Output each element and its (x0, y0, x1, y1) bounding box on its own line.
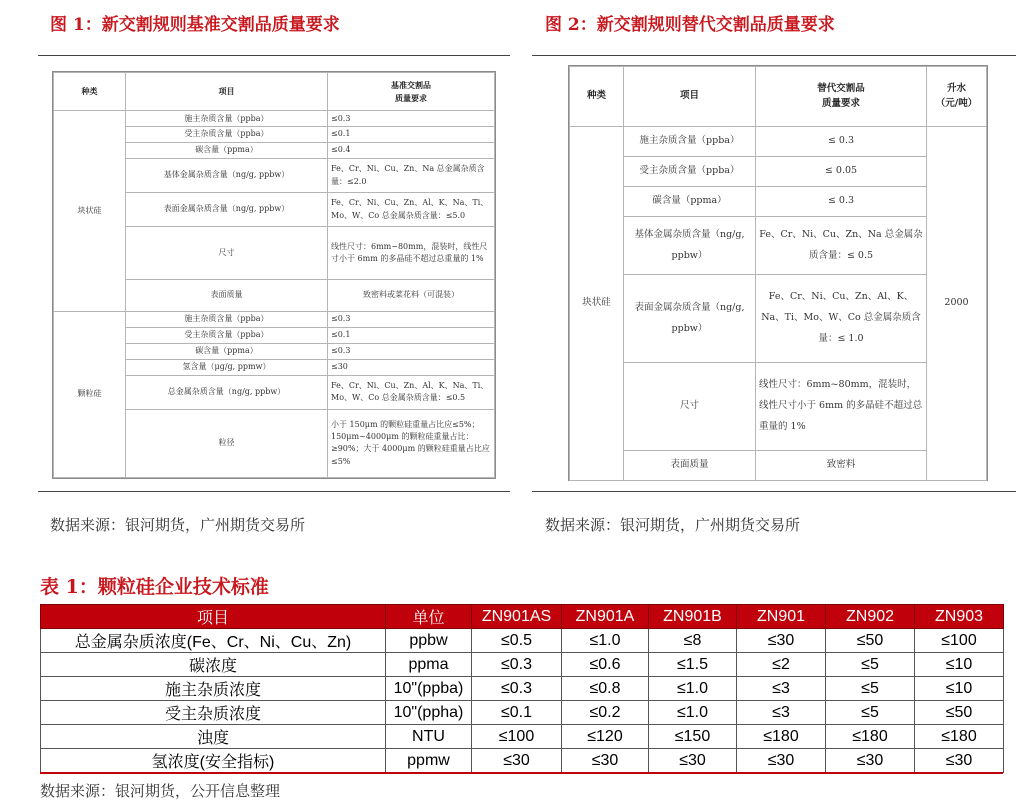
table1-header-zn901a: ZN901A (562, 605, 649, 629)
table1-cell: ≤30 (915, 749, 1004, 773)
table1-cell: ≤5 (826, 677, 915, 701)
table-row (41, 725, 1004, 749)
figure1-req: ≤30 (328, 359, 495, 375)
figure1-item: 碳含量（ppma） (126, 344, 328, 360)
table1-cell: ≤0.1 (472, 701, 562, 725)
figure2-item: 表面质量 (624, 451, 756, 481)
figure2-req: ≤ 0.05 (756, 157, 927, 187)
table1-header-zn901: ZN901 (737, 605, 826, 629)
table1-cell: ≤1.0 (649, 701, 737, 725)
figure1-item: 粒径 (126, 409, 328, 477)
table-row (41, 749, 1004, 773)
figure1-item: 表面质量 (126, 280, 328, 312)
figure1-header-req-line1: 基准交割品 (391, 80, 431, 91)
figure1-req: ≤0.3 (328, 312, 495, 328)
table1-cell: ppmw (386, 749, 472, 773)
table1-cell: ≤0.3 (472, 653, 562, 677)
figure1-item: 氢含量（μg/g, ppmw） (126, 359, 328, 375)
figure2-item: 基体金属杂质含量（ng/g, ppbw） (624, 217, 756, 275)
table1-header-item: 项目 (41, 605, 386, 629)
table1-cell: ≤2 (737, 653, 826, 677)
figure2-table-image (568, 65, 988, 481)
table1-bottom-rule (40, 772, 1003, 774)
figure1-header-item: 项目 (126, 73, 328, 111)
table1-cell: 10"(ppha) (386, 701, 472, 725)
table1-cell: 氢浓度(安全指标) (41, 749, 386, 773)
figure1-item: 表面金属杂质含量（ng/g, ppbw） (126, 193, 328, 227)
table1-cell: ≤5 (826, 653, 915, 677)
figure2-row (570, 187, 987, 217)
table1-header-unit: 单位 (386, 605, 472, 629)
table1-cell: ≤150 (649, 725, 737, 749)
figure2-row (570, 275, 987, 363)
table1-cell: 受主杂质浓度 (41, 701, 386, 725)
table-row (41, 701, 1004, 725)
table1-cell: ≤100 (472, 725, 562, 749)
figure1-item: 碳含量（ppma） (126, 143, 328, 159)
table1-cell: ≤180 (737, 725, 826, 749)
table1-cell: ≤10 (915, 677, 1004, 701)
figure1-item: 施主杂质含量（ppba） (126, 312, 328, 328)
table1-header-zn903: ZN903 (915, 605, 1004, 629)
table-row (41, 653, 1004, 677)
figure1-title: 图 1：新交割规则基准交割品质量要求 (50, 15, 340, 35)
figure2-row (570, 451, 987, 481)
figure2-bottom-rule (532, 491, 1016, 492)
table1-header-row (41, 605, 1004, 629)
figure2-header-req-line1: 替代交割品 (817, 82, 865, 94)
table1-cell: ≤100 (915, 629, 1004, 653)
figure2-req: ≤ 0.3 (756, 187, 927, 217)
figure2-row (570, 217, 987, 275)
figure2-item: 施主杂质含量（ppba） (624, 127, 756, 157)
figure1-item: 受主杂质含量（ppba） (126, 328, 328, 344)
figure1-req: ≤0.1 (328, 328, 495, 344)
figure1-header-req (328, 73, 495, 111)
table1-cell: 施主杂质浓度 (41, 677, 386, 701)
figure1-header-row (54, 73, 495, 111)
table1-header-zn901as: ZN901AS (472, 605, 562, 629)
table1-cell: ≤30 (737, 629, 826, 653)
table1-cell: ≤3 (737, 677, 826, 701)
figure2-header-premium-line2: （元/吨） (935, 97, 978, 109)
figure1-row (54, 111, 495, 127)
table1-cell: ≤8 (649, 629, 737, 653)
table1-cell: ≤3 (737, 701, 826, 725)
figure1-source: 数据来源：银河期货，广州期货交易所 (50, 516, 306, 534)
figure1-item: 基体金属杂质含量（ng/g, ppbw） (126, 159, 328, 193)
figure1-req: 小于 150μm 的颗粒硅重量占比应≤5%；150μm~4000μm 的颗粒硅重量占比：≥90%；大于 4000μm 的颗粒硅重量占比应≤5% (328, 409, 495, 477)
table1-cell: ≤5 (826, 701, 915, 725)
table1-cell: ≤120 (562, 725, 649, 749)
table1-cell: ≤30 (649, 749, 737, 773)
table1-cell: ppbw (386, 629, 472, 653)
table1-cell: ≤0.3 (472, 677, 562, 701)
figure1-item: 总金属杂质含量（ng/g, ppbw） (126, 375, 328, 409)
table1-header-zn901b: ZN901B (649, 605, 737, 629)
figure2-title: 图 2：新交割规则替代交割品质量要求 (545, 15, 835, 35)
figure2-req: 线性尺寸：6mm~80mm，混装时，线性尺寸小于 6mm 的多晶硅不超过总重量的 1% (756, 363, 927, 451)
figure2-premium-value: 2000 (927, 127, 987, 481)
figure2-header-premium-line1: 升水 (946, 82, 966, 94)
table1-header-zn902: ZN902 (826, 605, 915, 629)
figure1-req: ≤0.4 (328, 143, 495, 159)
table1-cell: ≤30 (826, 749, 915, 773)
figure2-header-kind: 种类 (570, 67, 624, 127)
figure1-table (53, 72, 495, 478)
figure1-req: ≤0.3 (328, 344, 495, 360)
figure2-item: 表面金属杂质含量（ng/g, ppbw） (624, 275, 756, 363)
figure1-req: Fe、Cr、Ni、Cu、Zn、Al、K、Na、Ti、Mo、W、Co 总金属杂质含量：≤0.5 (328, 375, 495, 409)
figure2-header-premium (927, 67, 987, 127)
figure1-req: ≤0.1 (328, 127, 495, 143)
figure2-header-req-line2: 质量要求 (821, 97, 860, 109)
table1-cell: ≤180 (826, 725, 915, 749)
figure2-item: 尺寸 (624, 363, 756, 451)
figure2-req: Fe、Cr、Ni、Cu、Zn、Na 总金属杂质含量：≤ 0.5 (756, 217, 927, 275)
figure2-header-req (756, 67, 927, 127)
table1-cell: 10"(ppba) (386, 677, 472, 701)
table1-cell: ≤1.5 (649, 653, 737, 677)
table1-source: 数据来源：银河期货，公开信息整理 (40, 782, 281, 800)
table1-cell: ≤30 (737, 749, 826, 773)
table1-cell: ppma (386, 653, 472, 677)
figure1-header-req-line2: 质量要求 (395, 92, 427, 103)
table1-wrapper (40, 604, 1003, 773)
table-row (41, 629, 1004, 653)
table1-cell: ≤30 (562, 749, 649, 773)
figure1-req: Fe、Cr、Ni、Cu、Zn、Al、K、Na、Ti、Mo、W、Co 总金属杂质含量：≤5.0 (328, 193, 495, 227)
figure2-item: 受主杂质含量（ppba） (624, 157, 756, 187)
figure1-item: 受主杂质含量（ppba） (126, 127, 328, 143)
table1-cell: ≤0.6 (562, 653, 649, 677)
table1-cell: 浊度 (41, 725, 386, 749)
table1-cell: 碳浓度 (41, 653, 386, 677)
figure2-row (570, 157, 987, 187)
figure1-bottom-rule (38, 491, 510, 492)
figure2-row (570, 127, 987, 157)
figure2-top-rule (532, 55, 1016, 56)
figure2-item: 碳含量（ppma） (624, 187, 756, 217)
figure2-header-row (570, 67, 987, 127)
figure2-header-item: 项目 (624, 67, 756, 127)
figure1-header-kind: 种类 (54, 73, 126, 111)
table1-cell: ≤30 (472, 749, 562, 773)
figure2-req: ≤ 0.3 (756, 127, 927, 157)
table1-cell: ≤180 (915, 725, 1004, 749)
figure1-item: 施主杂质含量（ppba） (126, 111, 328, 127)
figure1-table-image (52, 71, 496, 479)
figure1-row (54, 312, 495, 328)
table1-title: 表 1：颗粒硅企业技术标准 (40, 576, 269, 598)
table1-cell: ≤1.0 (649, 677, 737, 701)
table1-cell: ≤50 (826, 629, 915, 653)
figure2-row (570, 363, 987, 451)
table1-cell: ≤0.8 (562, 677, 649, 701)
figure1-kind-block: 块状硅 (54, 111, 126, 312)
table1-cell: ≤1.0 (562, 629, 649, 653)
figure1-req: ≤0.3 (328, 111, 495, 127)
table1-cell: ≤10 (915, 653, 1004, 677)
figure1-req: Fe、Cr、Ni、Cu、Zn、Na 总金属杂质含量：≤2.0 (328, 159, 495, 193)
table1 (40, 604, 1004, 773)
figure1-top-rule (38, 55, 510, 56)
figure1-kind-granular: 颗粒硅 (54, 312, 126, 478)
table1-cell: NTU (386, 725, 472, 749)
table1-cell: ≤0.2 (562, 701, 649, 725)
table1-cell: 总金属杂质浓度(Fe、Cr、Ni、Cu、Zn) (41, 629, 386, 653)
figure1-req: 致密料或菜花料（可混装） (328, 280, 495, 312)
figure2-req: Fe、Cr、Ni、Cu、Zn、Al、K、Na、Ti、Mo、W、Co 总金属杂质含量：≤ 1.0 (756, 275, 927, 363)
table-row (41, 677, 1004, 701)
figure1-item: 尺寸 (126, 227, 328, 280)
table1-cell: ≤50 (915, 701, 1004, 725)
figure2-table (569, 66, 987, 481)
figure2-source: 数据来源：银河期货，广州期货交易所 (545, 516, 801, 534)
figure2-req: 致密料 (756, 451, 927, 481)
figure2-kind-block: 块状硅 (570, 127, 624, 481)
figure1-req: 线性尺寸：6mm~80mm，混装时，线性尺寸小于 6mm 的多晶硅不超过总重量的 1% (328, 227, 495, 280)
table1-cell: ≤0.5 (472, 629, 562, 653)
